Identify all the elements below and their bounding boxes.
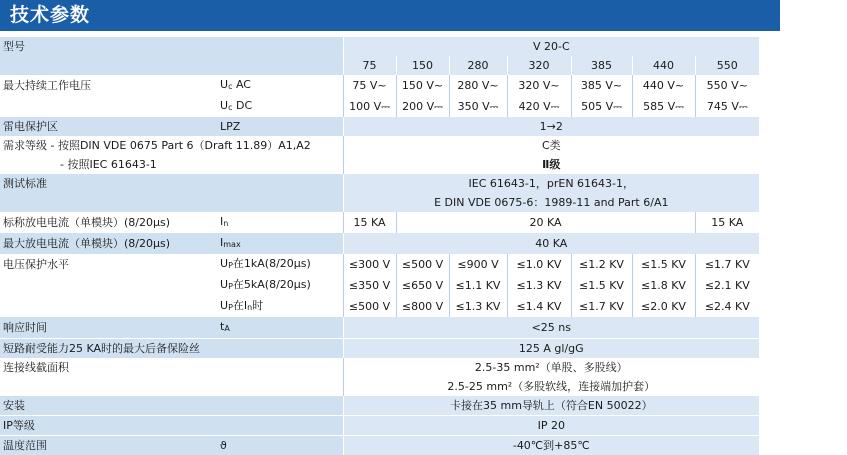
cell: 75 V~ (343, 75, 396, 96)
cell: E DIN VDE 0675-6：1989-11 and Part 6/A1 (343, 193, 759, 212)
cell: ≤1.0 KV (507, 254, 571, 275)
row-label: 温度范围 (0, 436, 217, 455)
cell: 440 V~ (632, 75, 695, 96)
cell: 2.5-25 mm²（多股软线，连接端加护套） (343, 377, 759, 396)
symbol: $U_P$在1kA(8/20μs) (217, 254, 343, 275)
cell: ≤650 V (396, 275, 449, 296)
cell: 320 V~ (507, 75, 571, 96)
cell: 2.5-35 mm²（单股、多股线） (343, 358, 759, 377)
row-label: 安装 (0, 396, 217, 416)
row-label: 短路耐受能力25 KA时的最大后备保险丝 (0, 339, 343, 359)
cell: C类 (343, 136, 759, 155)
row-label: 雷电保护区 (0, 117, 217, 136)
cell: 550 V~ (695, 75, 759, 96)
cell: ≤2.1 KV (695, 275, 759, 296)
cell: ≤1.7 KV (571, 296, 632, 317)
row-label: IP等级 (0, 416, 217, 436)
row-req1 (0, 136, 759, 155)
cell: ≤300 V (343, 254, 396, 275)
cell: 100 V⎓ (343, 96, 396, 117)
cell: Ⅱ级 (343, 155, 759, 174)
model-385: 385 (571, 56, 632, 75)
cell: ≤1.1 KV (449, 275, 507, 296)
row-label: 连接线截面积 (0, 358, 217, 377)
row-label: 响应时间 (0, 317, 217, 339)
row-imax (0, 233, 759, 254)
cell: 1→2 (343, 117, 759, 136)
row-label: 最大放电电流（单模块）(8/20μs) (0, 233, 217, 254)
cell: IP 20 (343, 416, 759, 436)
row-label: 电压保护水平 (0, 254, 217, 275)
cell: 125 A gl/gG (343, 339, 759, 359)
spec-table (0, 37, 759, 455)
row-test-2 (0, 193, 759, 212)
row-mount (0, 396, 759, 416)
row-up2 (0, 275, 759, 296)
symbol: $t_A$ (217, 317, 343, 339)
row-label: 测试标准 (0, 174, 217, 193)
row-response (0, 317, 759, 339)
row-wire (0, 358, 759, 377)
cell: ≤2.4 KV (695, 296, 759, 317)
cell: 200 V⎓ (396, 96, 449, 117)
symbol: LPZ (217, 117, 343, 136)
row-uc-dc (0, 96, 759, 117)
cell: 15 KA (343, 212, 396, 233)
row-up1 (0, 254, 759, 275)
symbol: $U_c$ AC (217, 75, 343, 96)
type-value: V 20-C (343, 37, 759, 56)
cell: ≤1.8 KV (632, 275, 695, 296)
cell: <25 ns (343, 317, 759, 339)
cell: ≤350 V (343, 275, 396, 296)
row-models (0, 56, 759, 75)
row-label: 标称放电电流（单模块）(8/20μs) (0, 212, 217, 233)
row-uc-ac (0, 75, 759, 96)
row-label: 需求等级 - 按照DIN VDE 0675 Part 6（Draft 11.89）A1,A2 (0, 136, 343, 155)
cell: 385 V~ (571, 75, 632, 96)
row-label: 最大持续工作电压 (0, 75, 217, 96)
cell: 505 V⎓ (571, 96, 632, 117)
row-lpz (0, 117, 759, 136)
cell: 15 KA (695, 212, 759, 233)
cell: ≤1.5 KV (571, 275, 632, 296)
model-280: 280 (449, 56, 507, 75)
cell: ≤1.3 KV (449, 296, 507, 317)
row-label: - 按照IEC 61643-1 (0, 155, 343, 174)
row-wire-2 (0, 377, 759, 396)
symbol: $I_n$ (217, 212, 343, 233)
cell: 卡接在35 mm导轨上（符合EN 50022） (343, 396, 759, 416)
cell: ≤1.7 KV (695, 254, 759, 275)
symbol: $U_P$在$I_n$时 (217, 296, 343, 317)
cell: ≤1.3 KV (507, 275, 571, 296)
cell: 350 V⎓ (449, 96, 507, 117)
model-320: 320 (507, 56, 571, 75)
model-550: 550 (695, 56, 759, 75)
symbol: $U_P$在5kA(8/20μs) (217, 275, 343, 296)
cell: -40℃到+85℃ (343, 436, 759, 455)
cell: 745 V⎓ (695, 96, 759, 117)
symbol: ϑ (217, 436, 343, 455)
cell: 585 V⎓ (632, 96, 695, 117)
section-title: 技术参数 (0, 0, 780, 31)
cell: IEC 61643-1，prEN 61643-1， (343, 174, 759, 193)
cell: ≤800 V (396, 296, 449, 317)
row-temp (0, 436, 759, 455)
model-440: 440 (632, 56, 695, 75)
cell: ≤900 V (449, 254, 507, 275)
cell: 150 V~ (396, 75, 449, 96)
symbol: $U_c$ DC (217, 96, 343, 117)
row-in (0, 212, 759, 233)
row-label: 型号 (0, 37, 217, 56)
cell: 280 V~ (449, 75, 507, 96)
cell: 40 KA (343, 233, 759, 254)
cell: ≤2.0 KV (632, 296, 695, 317)
cell: ≤500 V (343, 296, 396, 317)
cell: ≤1.5 KV (632, 254, 695, 275)
cell: ≤500 V (396, 254, 449, 275)
row-fuse (0, 339, 759, 359)
model-75: 75 (343, 56, 396, 75)
row-test (0, 174, 759, 193)
row-req2 (0, 155, 759, 174)
row-ip (0, 416, 759, 436)
cell: ≤1.2 KV (571, 254, 632, 275)
row-type (0, 37, 759, 56)
model-150: 150 (396, 56, 449, 75)
cell: 420 V⎓ (507, 96, 571, 117)
cell: 20 KA (396, 212, 695, 233)
symbol: $I_{max}$ (217, 233, 343, 254)
row-up3 (0, 296, 759, 317)
cell: ≤1.4 KV (507, 296, 571, 317)
